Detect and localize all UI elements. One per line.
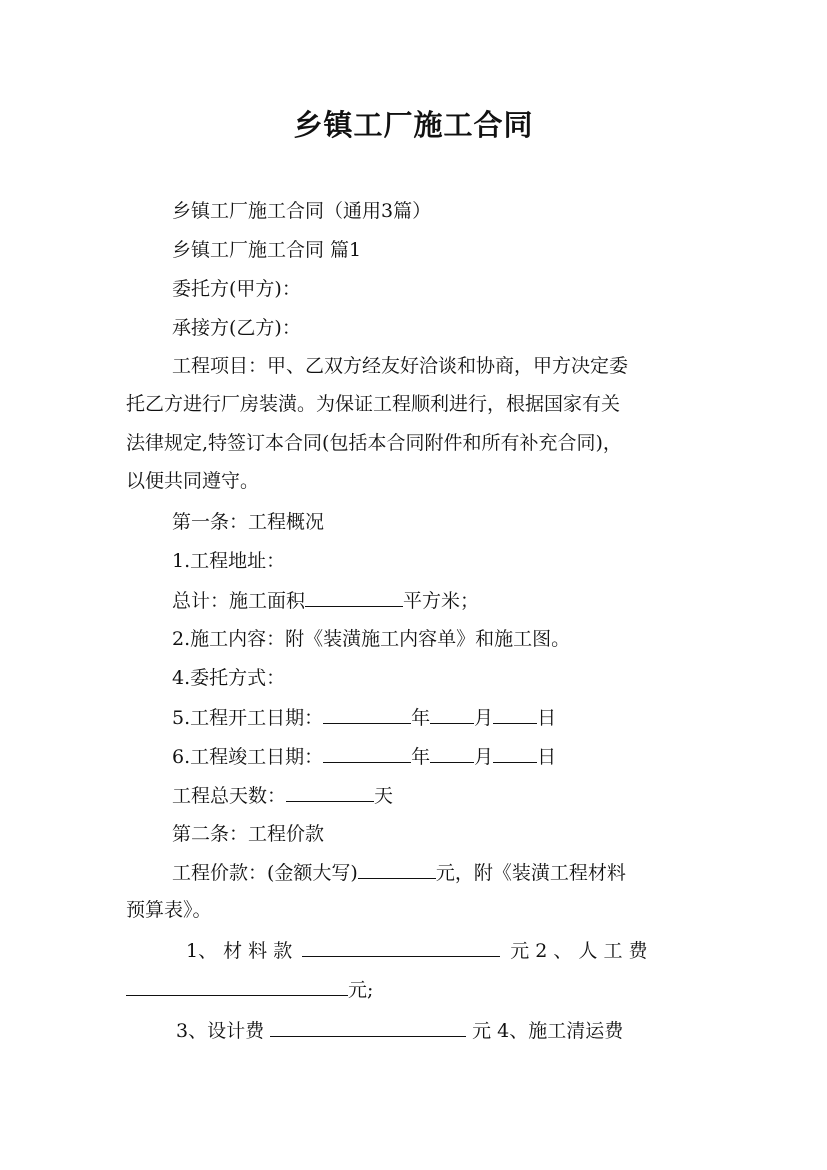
paragraph-line: 以便共同遵守。 — [126, 470, 260, 492]
area-blank — [305, 588, 403, 607]
total-days-line — [172, 783, 393, 808]
days-unit: 天 — [374, 785, 394, 807]
days-blank — [286, 783, 374, 802]
content-line: 2.施工内容：附《装潢施工内容单》和施工图。 — [172, 628, 571, 650]
labor-label: 元 2 、 人 工 费 — [510, 940, 648, 962]
total-days-label: 工程总天数： — [172, 785, 287, 807]
document-title: 乡镇工厂施工合同 — [293, 108, 534, 142]
day-label: 日 — [537, 746, 557, 768]
year-label: 年 — [411, 707, 431, 729]
price-blank — [358, 860, 436, 879]
end-date-label: 6.工程竣工日期： — [172, 746, 324, 768]
year-label: 年 — [411, 746, 431, 768]
start-date-label: 5.工程开工日期： — [172, 707, 324, 729]
labor-line-cont — [126, 977, 373, 1002]
month-label: 月 — [474, 707, 494, 729]
party-a-line: 委托方(甲方)： — [172, 278, 301, 300]
year-blank — [323, 705, 411, 724]
material-blank — [302, 938, 500, 957]
design-blank — [270, 1018, 466, 1037]
cleanup-label: 元 4、施工清运费 — [472, 1020, 624, 1042]
paragraph-line: 工程项目：甲、乙双方经友好洽谈和协商，甲方决定委 — [172, 355, 629, 377]
area-unit: 平方米； — [403, 590, 480, 612]
area-line — [172, 588, 479, 613]
material-line — [186, 938, 648, 963]
section-heading: 乡镇工厂施工合同 篇1 — [172, 239, 362, 261]
project-address-line: 1.工程地址： — [172, 550, 286, 572]
month-label: 月 — [474, 746, 494, 768]
month-blank — [430, 705, 474, 724]
doc-subtitle: 乡镇工厂施工合同（通用3篇） — [172, 200, 432, 222]
end-date-line — [172, 744, 556, 769]
price-line-cont: 预算表》。 — [126, 899, 212, 921]
day-blank — [493, 744, 537, 763]
month-blank — [430, 744, 474, 763]
labor-blank — [126, 977, 348, 996]
price-suffix: 元，附《装潢工程材料 — [435, 862, 626, 884]
material-label: 1、 材 料 款 — [186, 940, 293, 962]
design-line — [176, 1018, 623, 1043]
paragraph-line: 法律规定,特签订本合同(包括本合同附件和所有补充合同)， — [126, 432, 622, 454]
price-line — [172, 860, 626, 885]
start-date-line — [172, 705, 556, 730]
price-label: 工程价款：(金额大写) — [172, 862, 358, 884]
article-heading: 第一条：工程概况 — [172, 511, 325, 533]
labor-unit: 元; — [348, 979, 374, 1001]
party-b-line: 承接方(乙方)： — [172, 317, 301, 339]
method-line: 4.委托方式： — [172, 667, 286, 689]
article-heading: 第二条：工程价款 — [172, 823, 325, 845]
day-blank — [493, 705, 537, 724]
day-label: 日 — [537, 707, 557, 729]
area-label: 总计：施工面积 — [172, 590, 306, 612]
paragraph-line: 托乙方进行厂房装潢。为保证工程顺利进行，根据国家有关 — [126, 393, 621, 415]
year-blank — [323, 744, 411, 763]
design-label: 3、设计费 — [176, 1020, 265, 1042]
